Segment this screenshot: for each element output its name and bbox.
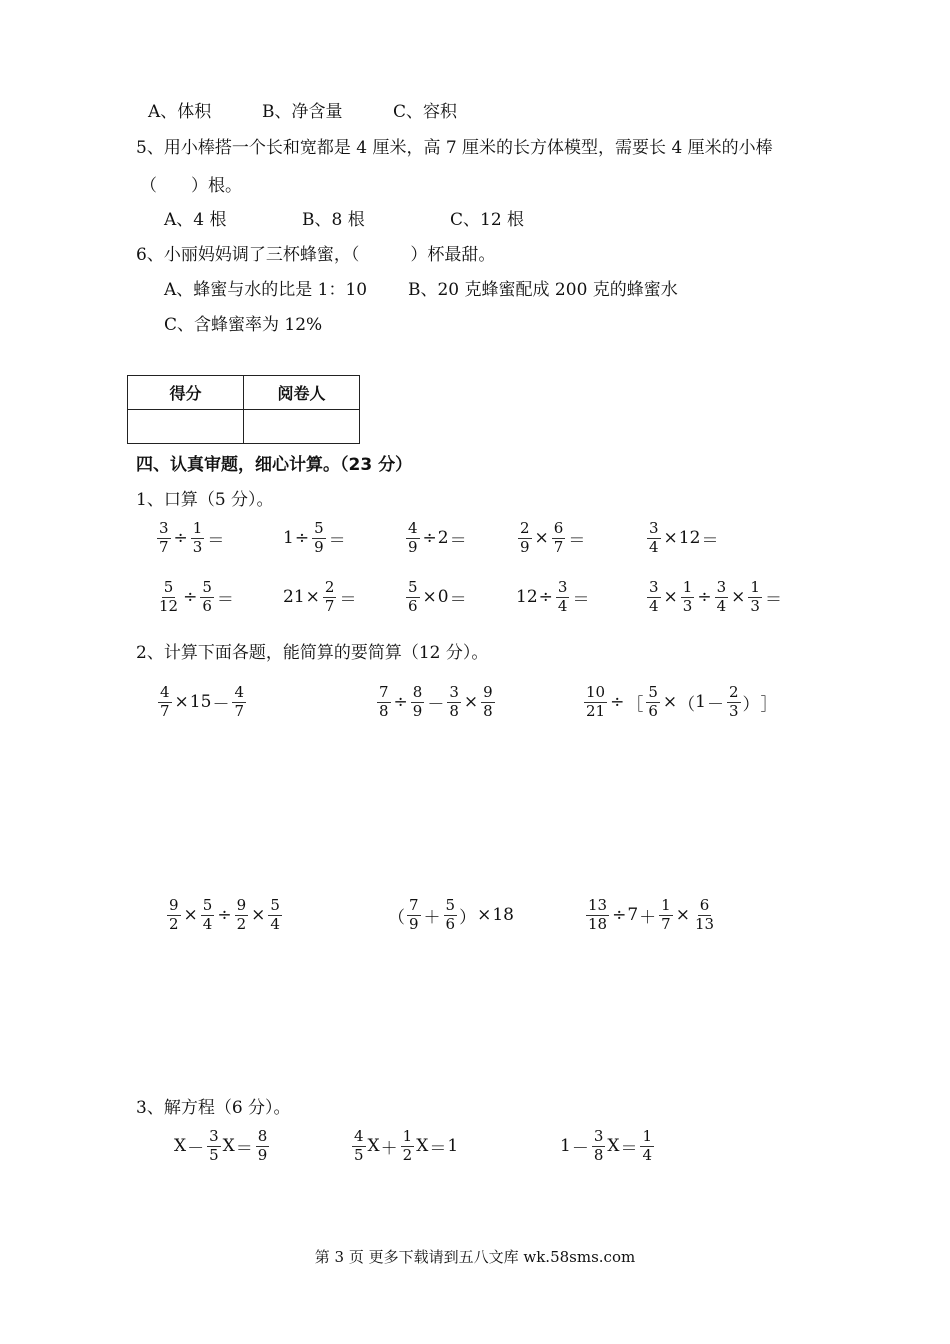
mental-math-10: $\frac{3}{4}$ × $\frac{1}{3}$ ÷ $\frac{3}{4}$ × $\frac{1}{3}$ ＝ [649,578,782,615]
score-table [127,375,360,444]
q6-option-a: A、蜂蜜与水的比是 1：10 [164,280,368,300]
fraction: $\frac{1}{2}$ [402,1127,413,1164]
grader-header: 阅卷人 [244,376,360,410]
fraction: $\frac{5}{4}$ [270,896,280,933]
fraction: $\frac{2}{9}$ [520,519,530,556]
fraction: $\frac{3}{8}$ [449,683,459,720]
sub-question-2-title: 2、计算下面各题，能简算的要简算（12 分）。 [136,643,489,663]
sub-question-1-title: 1、口算（5 分）。 [136,490,274,510]
score-header: 得分 [128,376,244,410]
fraction: $\frac{1}{3}$ [682,578,693,615]
fraction: $\frac{1}{3}$ [192,519,203,556]
calc-6: $\frac{13}{18}$ ÷ 7 ＋ $\frac{1}{7}$ × $\frac{6}{13}$ [588,896,715,933]
fraction: $\frac{5}{4}$ [202,896,213,933]
fraction: $\frac{3}{4}$ [649,519,659,556]
fraction: $\frac{4}{7}$ [234,683,244,720]
fraction: $\frac{8}{9}$ [412,683,423,720]
mental-math-4: $\frac{2}{9}$ × $\frac{6}{7}$ ＝ [520,519,586,556]
fraction: $\frac{5}{6}$ [408,578,418,615]
fraction: $\frac{2}{3}$ [728,683,739,720]
mental-math-2: 1 ÷ $\frac{5}{9}$ ＝ [283,519,346,556]
fraction: $\frac{5}{6}$ [648,683,658,720]
fraction: $\frac{8}{9}$ [257,1127,268,1164]
equation-1: X － $\frac{3}{5}$ X ＝ $\frac{8}{9}$ [174,1127,268,1164]
fraction: $\frac{7}{9}$ [409,896,419,933]
section-4-title: 四、认真审题，细心计算。（23 分） [136,455,413,475]
calc-1: $\frac{4}{7}$ × 15 － $\frac{4}{7}$ [160,683,244,720]
fraction: $\frac{2}{7}$ [324,578,335,615]
fraction: $\frac{1}{3}$ [750,578,760,615]
fraction: $\frac{3}{4}$ [557,578,568,615]
sub-question-3-title: 3、解方程（6 分）。 [136,1098,291,1118]
fraction: $\frac{3}{4}$ [716,578,727,615]
fraction: $\frac{10}{21}$ [586,683,606,720]
grader-cell[interactable] [244,410,360,444]
mental-math-6: $\frac{5}{12}$ ÷ $\frac{5}{6}$ ＝ [159,578,234,615]
q6-option-b: B、20 克蜂蜜配成 200 克的蜂蜜水 [408,280,678,300]
fraction: $\frac{3}{5}$ [209,1127,219,1164]
fraction: $\frac{5}{6}$ [445,896,456,933]
calc-3: $\frac{10}{21}$ ÷ ［ $\frac{5}{6}$ × （ 1 － $\frac{2}{3}$ ） ］ [586,683,778,720]
q6-stem: 6、小丽妈妈调了三杯蜂蜜，（ ）杯最甜。 [136,245,496,265]
fraction: $\frac{4}{5}$ [354,1127,364,1164]
fraction: $\frac{5}{12}$ [159,578,179,615]
calc-5: （ $\frac{7}{9}$ ＋ $\frac{5}{6}$ ） × 18 [388,896,514,933]
mental-math-8: $\frac{5}{6}$ × 0 ＝ [408,578,467,615]
q5-option-a: A、4 根 [164,210,227,230]
fraction: $\frac{9}{8}$ [483,683,493,720]
fraction: $\frac{3}{8}$ [593,1127,604,1164]
q5-option-b: B、8 根 [302,210,365,230]
fraction: $\frac{3}{4}$ [649,578,659,615]
q5-stem-line2: （ ）根。 [140,176,242,196]
mental-math-1: $\frac{3}{7}$ ÷ $\frac{1}{3}$ ＝ [159,519,225,556]
q4-option-a: A、体积 [148,102,212,122]
fraction: $\frac{9}{2}$ [169,896,179,933]
fraction: $\frac{1}{4}$ [642,1127,653,1164]
fraction: $\frac{6}{7}$ [553,519,564,556]
mental-math-7: 21 × $\frac{2}{7}$ ＝ [283,578,357,615]
mental-math-9: 12 ÷ $\frac{3}{4}$ ＝ [516,578,590,615]
fraction: $\frac{3}{7}$ [159,519,169,556]
fraction: $\frac{13}{18}$ [588,896,608,933]
calc-4: $\frac{9}{2}$ × $\frac{5}{4}$ ÷ $\frac{9}{2}$ × $\frac{5}{4}$ [169,896,280,933]
fraction: $\frac{7}{8}$ [379,683,389,720]
fraction: $\frac{5}{9}$ [314,519,324,556]
fraction: $\frac{1}{7}$ [661,896,671,933]
fraction: $\frac{6}{13}$ [694,896,715,933]
equation-3: 1 － $\frac{3}{8}$ X ＝ $\frac{1}{4}$ [560,1127,653,1164]
calc-2: $\frac{7}{8}$ ÷ $\frac{8}{9}$ － $\frac{3}{8}$ × $\frac{9}{8}$ [379,683,493,720]
fraction: $\frac{9}{2}$ [236,896,247,933]
fraction: $\frac{4}{9}$ [408,519,418,556]
mental-math-5: $\frac{3}{4}$ × 12 ＝ [649,519,719,556]
mental-math-3: $\frac{4}{9}$ ÷ 2 ＝ [408,519,467,556]
score-cell[interactable] [128,410,244,444]
page-footer: 第 3 页 更多下载请到五八文库 wk.58sms.com [314,1248,636,1266]
fraction: $\frac{4}{7}$ [160,683,170,720]
q6-option-c: C、含蜂蜜率为 12% [164,315,323,335]
q5-stem-line1: 5、用小棒搭一个长和宽都是 4 厘米，高 7 厘米的长方体模型，需要长 4 厘米的小棒 [136,138,773,158]
q5-option-c: C、12 根 [450,210,525,230]
fraction: $\frac{5}{6}$ [202,578,212,615]
equation-2: $\frac{4}{5}$ X ＋ $\frac{1}{2}$ X ＝ 1 [354,1127,459,1164]
q4-option-c: C、容积 [393,102,458,122]
q4-option-b: B、净含量 [262,102,343,122]
